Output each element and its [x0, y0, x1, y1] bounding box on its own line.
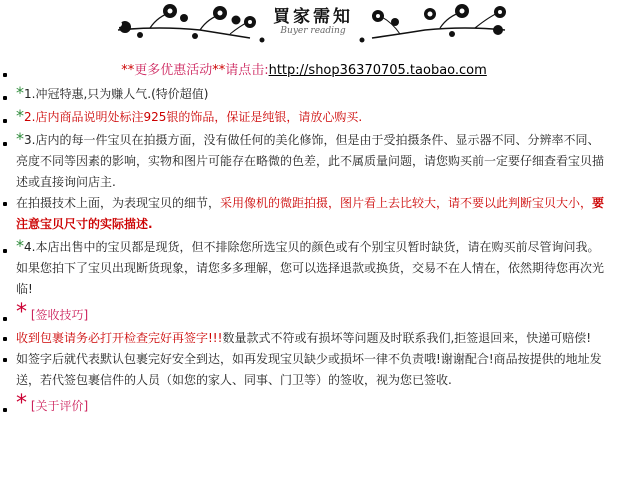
- page-subtitle: Buyer reading: [280, 26, 346, 36]
- promo-line: [0, 60, 620, 82]
- section-star: *: [16, 300, 27, 325]
- sign-text: 如签字后就代表默认包裹完好安全到达，如再发现宝贝缺少或损坏一律不负责哦!谢谢配合!商品按提供的地址发送，若代签包裹信件的人员（如您的家人、同事、门卫等）的签收，视为您已签收.: [16, 352, 602, 387]
- header-banner: [0, 0, 620, 46]
- sign-warning-text: 收到包裹请务必打开检查完好再签字!!!: [16, 331, 223, 345]
- page-title: 買家需知: [273, 7, 353, 27]
- note-warning-text: 采用像机的微距拍摄，图片看上去比较大，请不要以此判断宝贝大小，: [220, 196, 593, 210]
- note-star: *: [16, 83, 24, 102]
- sign-text: 数量款式不符或有损坏等问题及时联系我们,拒签退回来，快递可赔偿!: [222, 331, 592, 345]
- promo-text: 更多优惠活动: [134, 63, 213, 78]
- note-item-photo: [0, 193, 620, 235]
- note-text: 2.店内商品说明处标注925银的饰品，保证是纯银，请放心购买.: [24, 110, 363, 124]
- note-text: 3.店内的每一件宝贝在拍摄方面，没有做任何的美化修饰，但是由于受拍摄条件、显示器不同、分辨率不同、亮度不同等因素的影响，实物和图片可能存在略微的色差，此不属质量问题，请您购买前一定要仔细查看宝贝描述或直接询问店主.: [16, 133, 605, 189]
- promo-stars-right: **: [212, 63, 226, 78]
- note-text: 1.冲冠特惠,只为赚人气.(特价超值): [24, 87, 209, 101]
- sign-paragraph-2: [0, 349, 620, 391]
- note-item-3: [0, 128, 620, 193]
- shop-link[interactable]: http://shop36370705.taobao.com: [268, 63, 487, 78]
- note-star: *: [16, 106, 24, 125]
- note-item-2: [0, 105, 620, 128]
- sign-section-heading: [0, 300, 620, 328]
- review-section-title: [关于评价]: [30, 399, 89, 413]
- section-star: *: [16, 391, 27, 416]
- notice-list: [0, 60, 620, 419]
- review-section-heading: [0, 391, 620, 419]
- promo-stars-left: **: [121, 63, 135, 78]
- promo-click-text: 请点击:: [225, 63, 269, 78]
- note-item-4: [0, 235, 620, 300]
- note-star: *: [16, 129, 24, 148]
- sign-paragraph-1: [0, 328, 620, 349]
- note-text: 4.本店出售中的宝贝都是现货，但不排除您所选宝贝的颜色或有个别宝贝暂时缺货，请在购买前尽管询问我。如果您拍下了宝贝出现断货现象，请您多多理解，您可以选择退款或换货，交易不在人情在，依然期待您再次光临!: [16, 240, 605, 296]
- note-star: *: [16, 236, 24, 255]
- note-size-text: 要注意宝贝尺寸的实际描述.: [16, 196, 605, 231]
- sign-section-title: [签收技巧]: [30, 308, 89, 322]
- note-item-1: [0, 82, 620, 105]
- note-text: 在拍摄技术上面，为表现宝贝的细节，: [16, 196, 221, 210]
